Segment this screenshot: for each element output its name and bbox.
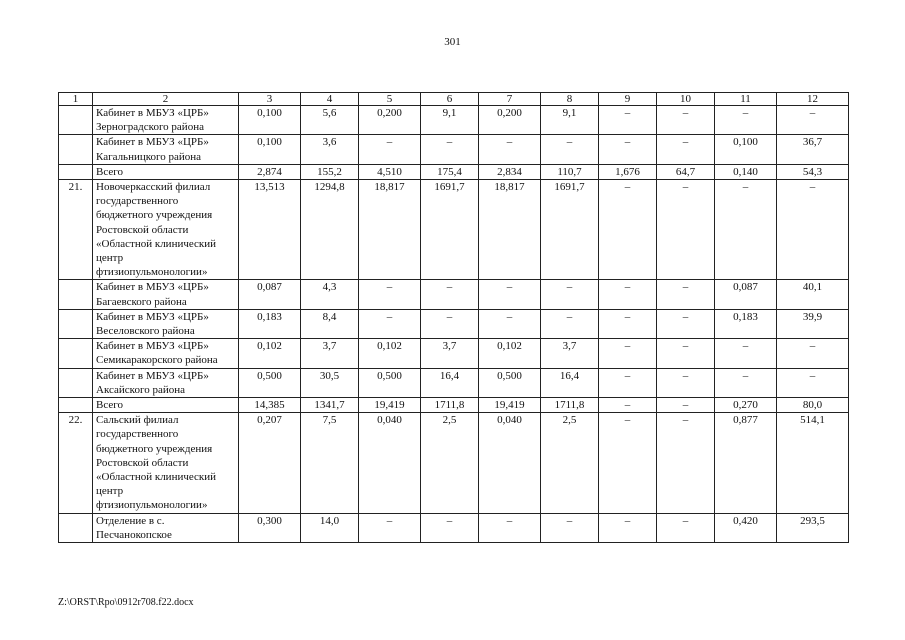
row-number <box>59 398 93 413</box>
value-cell: 14,385 <box>239 398 301 413</box>
table-row <box>59 413 849 513</box>
value-cell: – <box>421 309 479 338</box>
table-body <box>59 93 849 543</box>
value-cell: 2,5 <box>541 413 599 513</box>
table-row <box>59 135 849 164</box>
institution-name: Кабинет в МБУЗ «ЦРБ» Семикаракорского района <box>93 339 239 368</box>
value-cell: – <box>599 398 657 413</box>
value-cell: – <box>657 135 715 164</box>
value-cell: – <box>715 180 777 280</box>
table-row <box>59 339 849 368</box>
column-header: 11 <box>715 93 777 106</box>
value-cell: – <box>479 135 541 164</box>
value-cell: 16,4 <box>541 368 599 397</box>
value-cell: 3,7 <box>301 339 359 368</box>
row-number <box>59 106 93 135</box>
footer-file-path: Z:\ORST\Rpo\0912r708.f22.docx <box>58 597 194 608</box>
value-cell: 0,100 <box>715 135 777 164</box>
institution-name: Кабинет в МБУЗ «ЦРБ» Аксайского района <box>93 368 239 397</box>
value-cell: 39,9 <box>777 309 849 338</box>
value-cell: 0,087 <box>239 280 301 309</box>
value-cell: 0,877 <box>715 413 777 513</box>
value-cell: 19,419 <box>359 398 421 413</box>
value-cell: – <box>657 309 715 338</box>
institution-name: Кабинет в МБУЗ «ЦРБ» Багаевского района <box>93 280 239 309</box>
row-number <box>59 368 93 397</box>
value-cell: – <box>421 513 479 542</box>
value-cell: – <box>359 513 421 542</box>
value-cell: 3,6 <box>301 135 359 164</box>
value-cell: 1341,7 <box>301 398 359 413</box>
institution-name: Кабинет в МБУЗ «ЦРБ» Веселовского района <box>93 309 239 338</box>
value-cell: 110,7 <box>541 164 599 179</box>
institution-name: Отделение в с. Песчанокопское <box>93 513 239 542</box>
value-cell: – <box>715 106 777 135</box>
value-cell: 18,817 <box>359 180 421 280</box>
value-cell: 293,5 <box>777 513 849 542</box>
value-cell: 0,200 <box>359 106 421 135</box>
column-header: 8 <box>541 93 599 106</box>
value-cell: – <box>657 339 715 368</box>
value-cell: – <box>657 180 715 280</box>
value-cell: 16,4 <box>421 368 479 397</box>
row-number <box>59 164 93 179</box>
value-cell: 0,040 <box>479 413 541 513</box>
value-cell: 0,500 <box>359 368 421 397</box>
header-row <box>59 93 849 106</box>
value-cell: 7,5 <box>301 413 359 513</box>
value-cell: 1691,7 <box>541 180 599 280</box>
value-cell: 1294,8 <box>301 180 359 280</box>
value-cell: 0,200 <box>479 106 541 135</box>
institution-name: Кабинет в МБУЗ «ЦРБ» Зерноградского района <box>93 106 239 135</box>
value-cell: 1691,7 <box>421 180 479 280</box>
value-cell: – <box>657 513 715 542</box>
row-number: 22. <box>59 413 93 513</box>
value-cell: 0,040 <box>359 413 421 513</box>
value-cell: – <box>715 339 777 368</box>
value-cell: – <box>777 180 849 280</box>
institution-name: Всего <box>93 398 239 413</box>
value-cell: 9,1 <box>541 106 599 135</box>
value-cell: 8,4 <box>301 309 359 338</box>
value-cell: 0,500 <box>479 368 541 397</box>
value-cell: – <box>777 368 849 397</box>
value-cell: – <box>541 513 599 542</box>
value-cell: – <box>359 135 421 164</box>
value-cell: – <box>715 368 777 397</box>
institution-name: Сальский филиал государственного бюджетного учреждения Ростовской области «Областной клинический центр фтизиопульмонологии» <box>93 413 239 513</box>
value-cell: – <box>479 280 541 309</box>
value-cell: – <box>599 135 657 164</box>
value-cell: 0,102 <box>359 339 421 368</box>
value-cell: – <box>777 339 849 368</box>
value-cell: 0,300 <box>239 513 301 542</box>
value-cell: 155,2 <box>301 164 359 179</box>
value-cell: 0,100 <box>239 135 301 164</box>
institution-name: Всего <box>93 164 239 179</box>
value-cell: 64,7 <box>657 164 715 179</box>
institution-name: Кабинет в МБУЗ «ЦРБ» Кагальницкого района <box>93 135 239 164</box>
value-cell: 9,1 <box>421 106 479 135</box>
value-cell: – <box>599 368 657 397</box>
value-cell: – <box>657 413 715 513</box>
value-cell: – <box>657 368 715 397</box>
value-cell: – <box>599 280 657 309</box>
value-cell: 0,102 <box>479 339 541 368</box>
table-row <box>59 180 849 280</box>
value-cell: 3,7 <box>541 339 599 368</box>
value-cell: 0,087 <box>715 280 777 309</box>
value-cell: – <box>599 309 657 338</box>
table-row <box>59 309 849 338</box>
table-row <box>59 368 849 397</box>
value-cell: 54,3 <box>777 164 849 179</box>
value-cell: – <box>657 398 715 413</box>
value-cell: 2,5 <box>421 413 479 513</box>
value-cell: – <box>421 280 479 309</box>
value-cell: 4,3 <box>301 280 359 309</box>
value-cell: 14,0 <box>301 513 359 542</box>
value-cell: – <box>599 513 657 542</box>
value-cell: 1,676 <box>599 164 657 179</box>
row-number: 21. <box>59 180 93 280</box>
value-cell: – <box>599 413 657 513</box>
value-cell: – <box>599 339 657 368</box>
institution-name: Новочеркасский филиал государственного бюджетного учреждения Ростовской области «Областной клинический центр фтизиопульмонологии» <box>93 180 239 280</box>
row-number <box>59 135 93 164</box>
value-cell: – <box>541 309 599 338</box>
value-cell: 0,420 <box>715 513 777 542</box>
value-cell: 30,5 <box>301 368 359 397</box>
value-cell: – <box>599 180 657 280</box>
data-table <box>58 92 849 543</box>
column-header: 6 <box>421 93 479 106</box>
value-cell: 0,183 <box>239 309 301 338</box>
value-cell: 18,817 <box>479 180 541 280</box>
row-number <box>59 513 93 542</box>
value-cell: 0,270 <box>715 398 777 413</box>
value-cell: – <box>479 309 541 338</box>
column-header: 10 <box>657 93 715 106</box>
value-cell: 514,1 <box>777 413 849 513</box>
value-cell: – <box>541 280 599 309</box>
value-cell: 36,7 <box>777 135 849 164</box>
value-cell: 4,510 <box>359 164 421 179</box>
value-cell: 0,102 <box>239 339 301 368</box>
value-cell: 80,0 <box>777 398 849 413</box>
value-cell: – <box>421 135 479 164</box>
value-cell: – <box>657 280 715 309</box>
value-cell: – <box>777 106 849 135</box>
value-cell: 0,207 <box>239 413 301 513</box>
value-cell: 0,500 <box>239 368 301 397</box>
column-header: 7 <box>479 93 541 106</box>
value-cell: – <box>657 106 715 135</box>
page-number: 301 <box>444 36 461 48</box>
column-header: 3 <box>239 93 301 106</box>
row-number <box>59 280 93 309</box>
table-row <box>59 513 849 542</box>
value-cell: 2,834 <box>479 164 541 179</box>
value-cell: – <box>359 309 421 338</box>
row-number <box>59 339 93 368</box>
value-cell: 0,140 <box>715 164 777 179</box>
table-row <box>59 164 849 179</box>
value-cell: 13,513 <box>239 180 301 280</box>
column-header: 9 <box>599 93 657 106</box>
value-cell: 0,100 <box>239 106 301 135</box>
value-cell: – <box>541 135 599 164</box>
value-cell: 3,7 <box>421 339 479 368</box>
value-cell: 40,1 <box>777 280 849 309</box>
table-row <box>59 280 849 309</box>
value-cell: 0,183 <box>715 309 777 338</box>
value-cell: 175,4 <box>421 164 479 179</box>
value-cell: 5,6 <box>301 106 359 135</box>
value-cell: – <box>359 280 421 309</box>
value-cell: 2,874 <box>239 164 301 179</box>
value-cell: – <box>599 106 657 135</box>
value-cell: 1711,8 <box>421 398 479 413</box>
table-row <box>59 106 849 135</box>
value-cell: 19,419 <box>479 398 541 413</box>
column-header: 12 <box>777 93 849 106</box>
table-row <box>59 398 849 413</box>
column-header: 5 <box>359 93 421 106</box>
value-cell: 1711,8 <box>541 398 599 413</box>
row-number <box>59 309 93 338</box>
column-header: 1 <box>59 93 93 106</box>
column-header: 2 <box>93 93 239 106</box>
value-cell: – <box>479 513 541 542</box>
column-header: 4 <box>301 93 359 106</box>
